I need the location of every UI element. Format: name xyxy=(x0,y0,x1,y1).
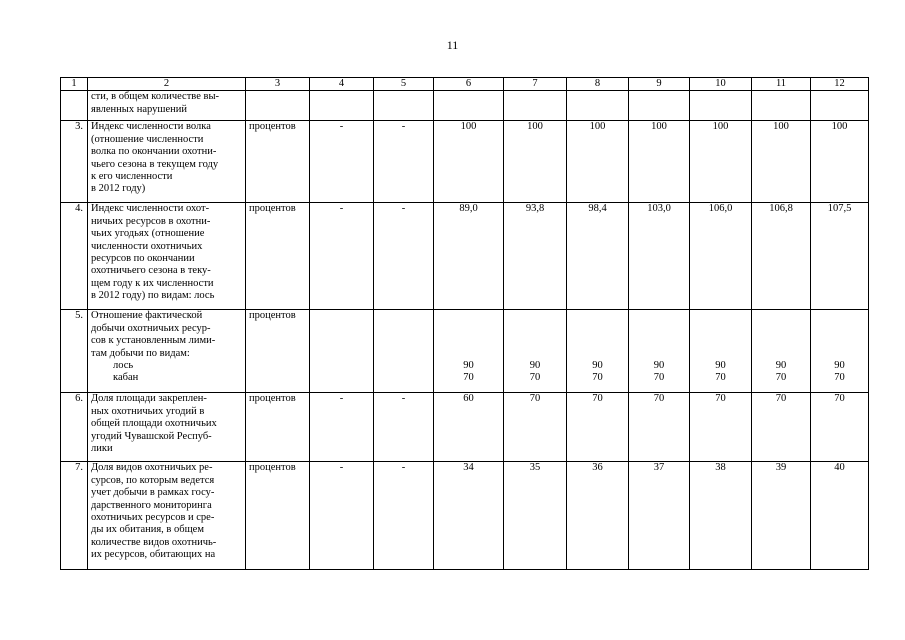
value-moose: 90 xyxy=(715,360,726,371)
value-cell: 70 xyxy=(811,393,869,462)
unit-cell: процентов xyxy=(246,393,310,462)
description-line: дарственного мониторинга xyxy=(91,499,212,511)
value-cell: 40 xyxy=(811,462,869,570)
row-number: 3. xyxy=(61,121,88,203)
description-line: в 2012 году) xyxy=(91,183,146,195)
description-line: сти, в общем количестве вы- xyxy=(91,91,219,103)
value-cell: 106,0 xyxy=(690,203,752,310)
value-cell: 60 xyxy=(434,393,504,462)
description-line: сурсов, по которым ведется xyxy=(91,474,215,486)
value-moose: 90 xyxy=(529,360,541,371)
description-line: добычи охотничьих ресур- xyxy=(91,322,211,334)
indicator-description xyxy=(88,393,246,462)
value-cell: 34 xyxy=(434,462,504,570)
column-header: 1 xyxy=(61,78,88,91)
value-cell: 100 xyxy=(567,121,629,203)
value-boar: 70 xyxy=(653,372,665,384)
description-line: охотничьего сезона в теку- xyxy=(91,265,211,277)
value-cell: 93,8 xyxy=(504,203,567,310)
indicator-description xyxy=(88,310,246,393)
value-cell xyxy=(811,91,869,121)
species-label: лось xyxy=(113,360,134,372)
description-line: явленных нарушений xyxy=(91,103,187,115)
column-header: 7 xyxy=(504,78,567,91)
table-row xyxy=(61,462,869,570)
column-header: 3 xyxy=(246,78,310,91)
page-number: 11 xyxy=(446,38,459,52)
value-cell: 100 xyxy=(629,121,690,203)
value-moose: 90 xyxy=(834,360,845,371)
row-number: 6. xyxy=(61,393,88,462)
indicator-description xyxy=(88,121,246,203)
unit-cell xyxy=(246,91,310,121)
value-cell xyxy=(752,91,811,121)
value-cell: - xyxy=(374,121,434,203)
value-cell xyxy=(690,91,752,121)
species-label: кабан xyxy=(113,372,139,384)
description-line: Индекс численности волка xyxy=(91,121,211,133)
table-row xyxy=(61,393,869,462)
value-cell: 70 xyxy=(752,393,811,462)
value-cell: 100 xyxy=(434,121,504,203)
description-line: Индекс численности охот- xyxy=(91,203,210,215)
column-header: 6 xyxy=(434,78,504,91)
description-line: количестве видов охотничь- xyxy=(91,536,217,548)
value-moose: 90 xyxy=(775,360,787,371)
value-cell xyxy=(504,91,567,121)
header-row xyxy=(61,78,869,91)
value-boar: 70 xyxy=(775,372,787,384)
value-cell: - xyxy=(310,393,374,462)
value-moose: 90 xyxy=(653,360,665,371)
table-row xyxy=(61,121,869,203)
value-cell: - xyxy=(310,462,374,570)
description-line: Отношение фактической xyxy=(91,310,203,322)
description-line: ничьих ресурсов в охотни- xyxy=(91,215,211,227)
column-header: 5 xyxy=(374,78,434,91)
value-cell xyxy=(752,310,811,393)
value-cell xyxy=(374,310,434,393)
value-cell xyxy=(629,310,690,393)
value-cell xyxy=(567,310,629,393)
value-cell xyxy=(434,91,504,121)
value-cell: 100 xyxy=(752,121,811,203)
value-cell: 36 xyxy=(567,462,629,570)
column-header: 11 xyxy=(752,78,811,91)
value-cell: 37 xyxy=(629,462,690,570)
description-line: их ресурсов, обитающих на xyxy=(91,549,216,561)
column-header: 2 xyxy=(88,78,246,91)
description-line: численности охотничьих xyxy=(91,240,203,252)
value-cell xyxy=(434,310,504,393)
column-header: 10 xyxy=(690,78,752,91)
value-cell: - xyxy=(374,203,434,310)
unit-cell: процентов xyxy=(246,121,310,203)
value-cell: 100 xyxy=(504,121,567,203)
description-line: ресурсов по окончании xyxy=(91,253,195,265)
row-number: 4. xyxy=(61,203,88,310)
table-row xyxy=(61,310,869,393)
description-line: волка по окончании охотни- xyxy=(91,146,217,158)
value-cell: 35 xyxy=(504,462,567,570)
description-line: чьего сезона в текущем году xyxy=(91,158,219,170)
value-moose: 90 xyxy=(463,360,474,371)
column-header: 9 xyxy=(629,78,690,91)
description-line: (отношение численности xyxy=(91,133,204,145)
value-cell xyxy=(629,91,690,121)
value-cell xyxy=(374,91,434,121)
column-header: 8 xyxy=(567,78,629,91)
description-line: Доля площади закреплен- xyxy=(91,393,207,405)
row-number: 7. xyxy=(61,462,88,570)
description-line: охотничьих ресурсов и сре- xyxy=(91,512,215,524)
description-line: щем году к их численности xyxy=(91,277,214,289)
description-line: ных охотничьих угодий в xyxy=(91,405,205,417)
value-cell: 70 xyxy=(629,393,690,462)
value-cell xyxy=(504,310,567,393)
value-moose: 90 xyxy=(592,360,603,371)
description-line: чьих угодьях (отношение xyxy=(91,228,205,240)
value-boar: 70 xyxy=(715,372,726,384)
value-cell: 89,0 xyxy=(434,203,504,310)
value-cell: - xyxy=(374,393,434,462)
value-cell: 103,0 xyxy=(629,203,690,310)
value-cell xyxy=(811,310,869,393)
description-line: учет добычи в рамках госу- xyxy=(91,487,215,499)
value-cell: 39 xyxy=(752,462,811,570)
description-line: общей площади охотничьих xyxy=(91,418,217,430)
value-cell: 70 xyxy=(504,393,567,462)
value-boar: 70 xyxy=(834,372,845,384)
value-cell xyxy=(310,91,374,121)
value-cell: 107,5 xyxy=(811,203,869,310)
value-cell: 100 xyxy=(811,121,869,203)
table-row xyxy=(61,91,869,121)
value-cell: 98,4 xyxy=(567,203,629,310)
value-cell: - xyxy=(310,203,374,310)
row-number: 5. xyxy=(61,310,88,393)
description-line: ды их обитания, в общем xyxy=(91,524,204,536)
value-boar: 70 xyxy=(592,372,603,384)
unit-cell: процентов xyxy=(246,462,310,570)
column-header: 12 xyxy=(811,78,869,91)
indicator-description xyxy=(88,462,246,570)
value-boar: 70 xyxy=(463,372,474,384)
description-line: к его численности xyxy=(91,171,173,183)
value-boar: 70 xyxy=(529,372,541,384)
unit-cell: процентов xyxy=(246,310,310,393)
unit-cell: процентов xyxy=(246,203,310,310)
description-line: сов к установленным лими- xyxy=(91,335,216,347)
value-cell: 38 xyxy=(690,462,752,570)
value-cell xyxy=(567,91,629,121)
description-line: лики xyxy=(91,443,113,455)
value-cell: - xyxy=(374,462,434,570)
value-cell: 100 xyxy=(690,121,752,203)
indicator-description xyxy=(88,91,246,121)
description-line: Доля видов охотничьих ре- xyxy=(91,462,213,474)
value-cell: 70 xyxy=(690,393,752,462)
value-cell: 106,8 xyxy=(752,203,811,310)
table-row xyxy=(61,203,869,310)
row-number xyxy=(61,91,88,121)
value-cell xyxy=(310,310,374,393)
description-line: в 2012 году) по видам: лось xyxy=(91,290,215,302)
indicator-description xyxy=(88,203,246,310)
description-line: угодий Чувашской Респуб- xyxy=(91,430,212,442)
description-line: там добычи по видам: xyxy=(91,347,190,359)
indicator-table xyxy=(60,77,869,570)
value-cell: 70 xyxy=(567,393,629,462)
value-cell: - xyxy=(310,121,374,203)
column-header: 4 xyxy=(310,78,374,91)
value-cell xyxy=(690,310,752,393)
